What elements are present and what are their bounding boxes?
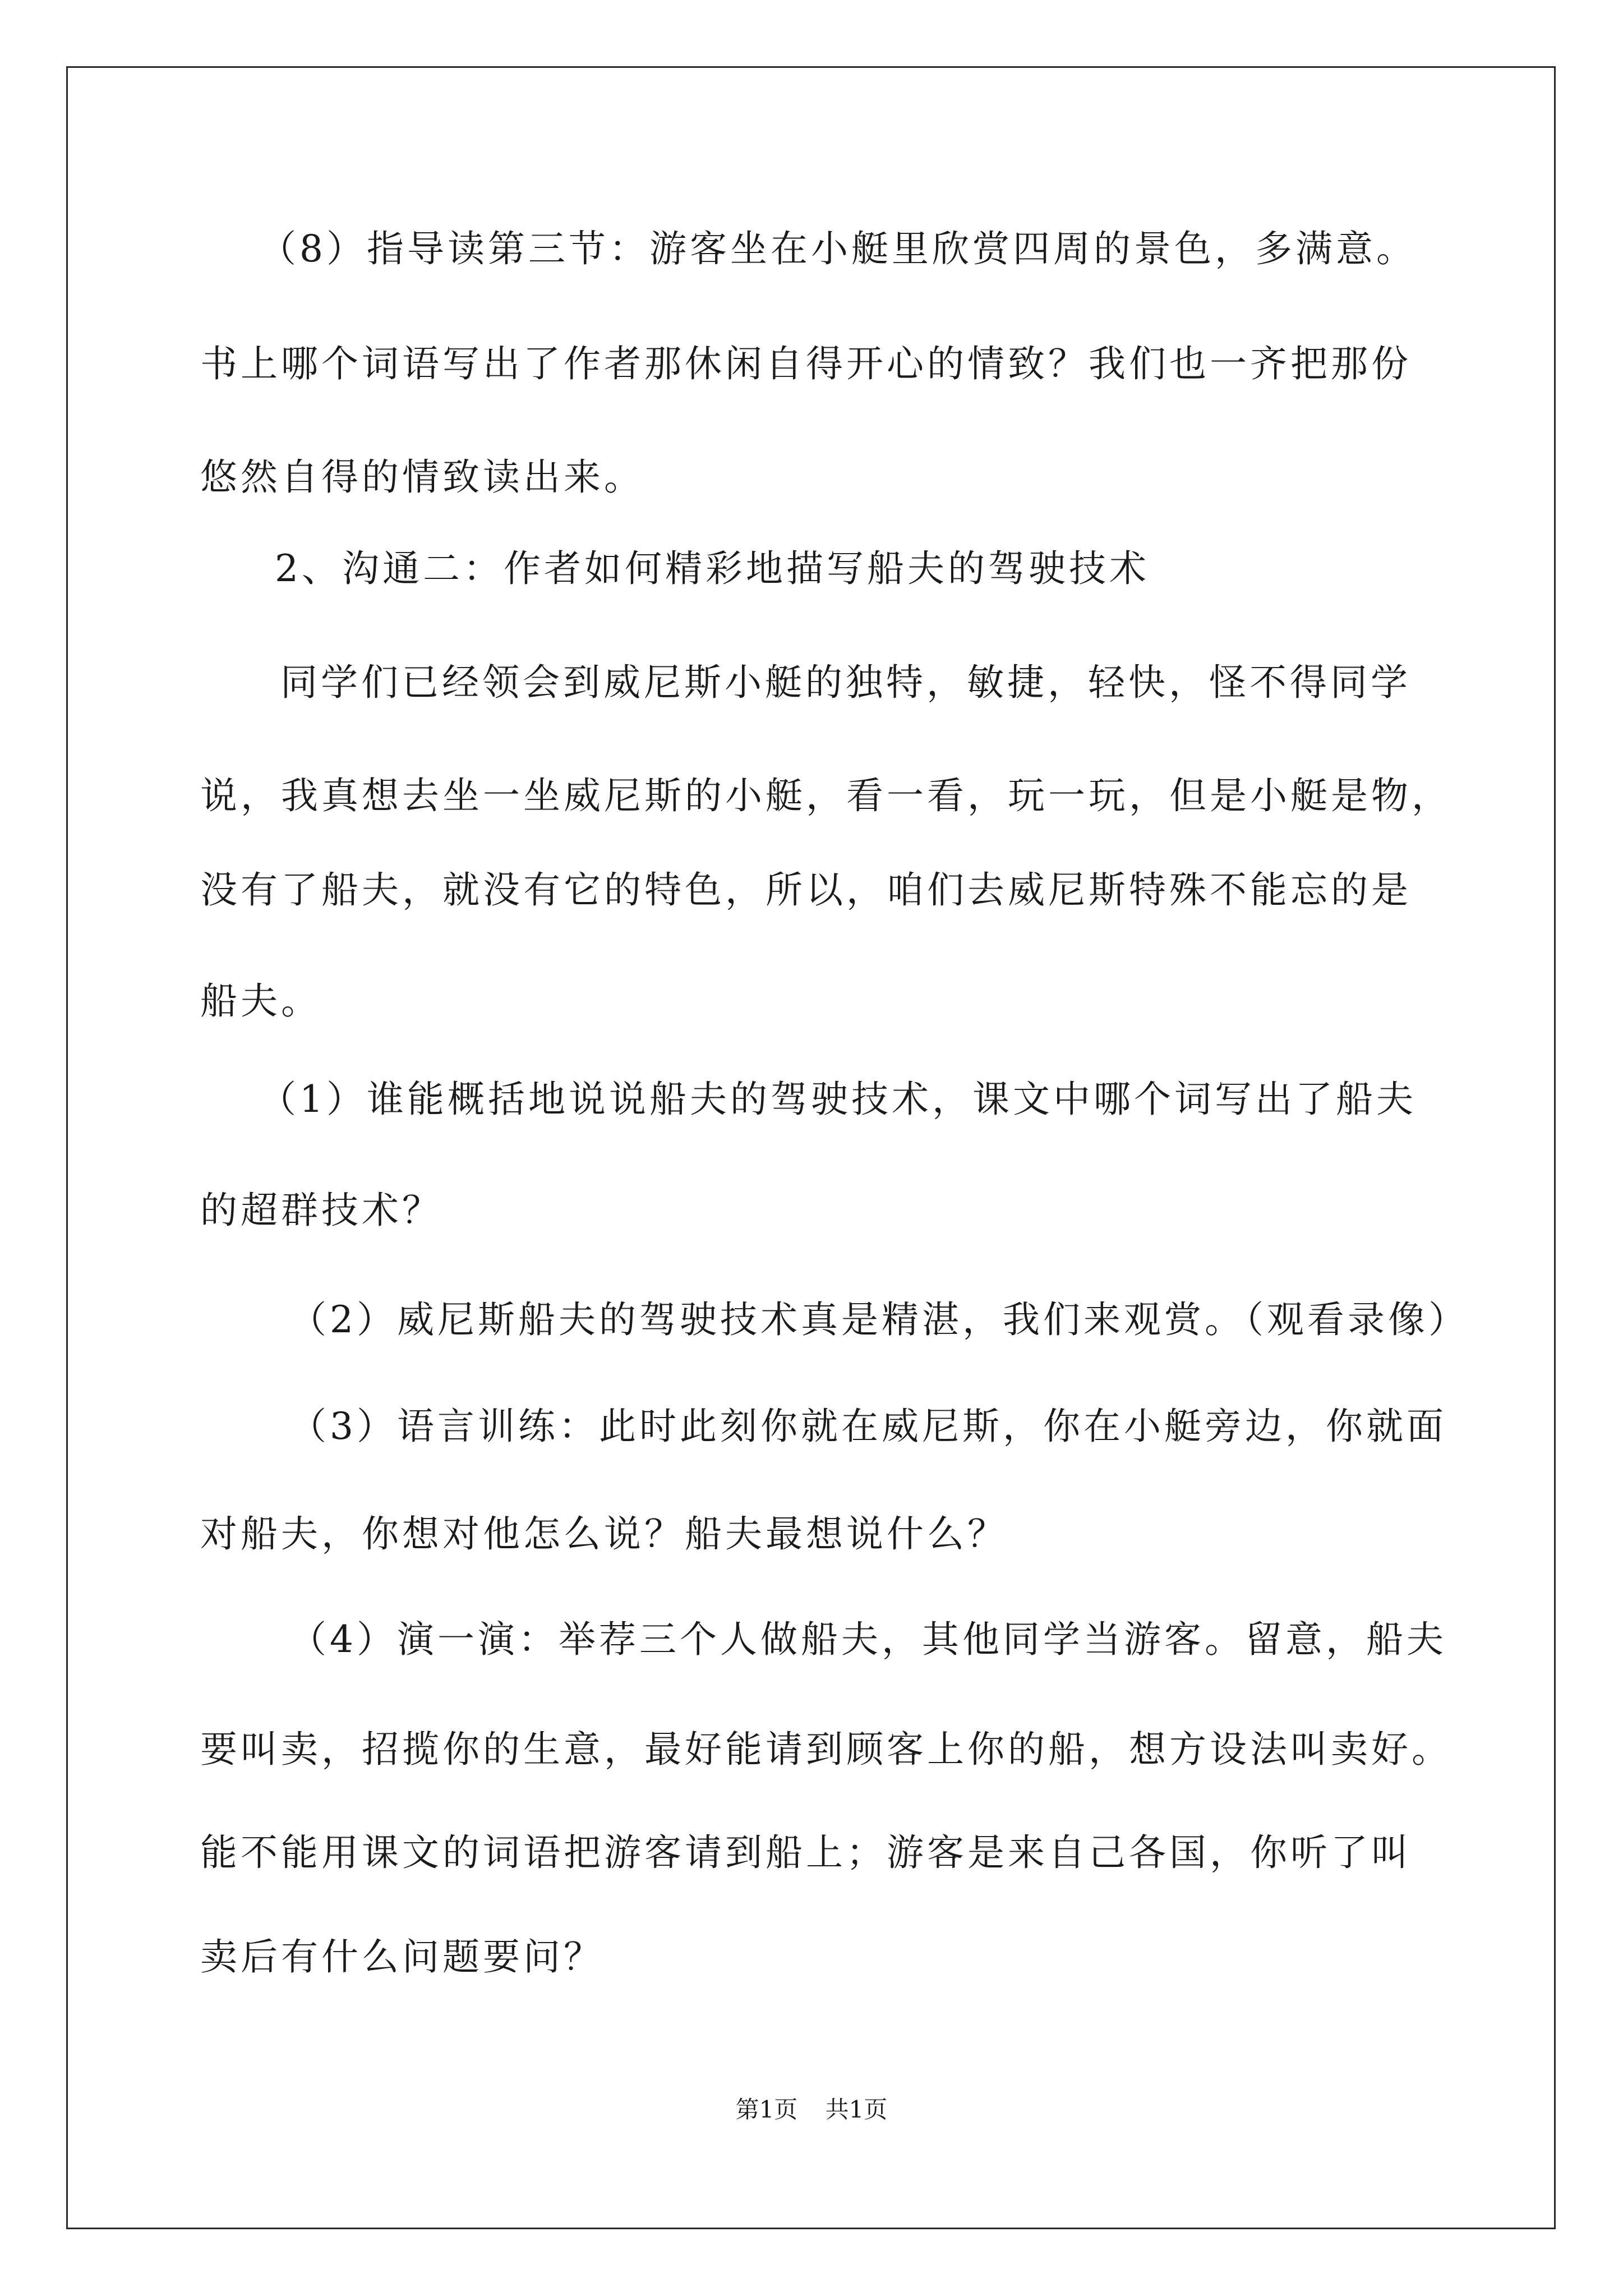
paragraph-line: （3）语言训练：此时此刻你就在威尼斯，你在小艇旁边，你就面: [289, 1405, 1447, 1448]
paragraph-line: （1）谁能概括地说说船夫的驾驶技术，课文中哪个词写出了船夫: [259, 1078, 1417, 1121]
paragraph-line: 船夫。: [200, 979, 321, 1023]
paragraph-line: 要叫卖，招揽你的生意，最好能请到顾客上你的船，想方设法叫卖好。: [200, 1728, 1452, 1771]
paragraph-line: 说，我真想去坐一坐威尼斯的小艇，看一看，玩一玩，但是小艇是物，: [200, 774, 1452, 817]
page-number: 第1页: [735, 2096, 798, 2123]
paragraph-line: 的超群技术？: [200, 1189, 442, 1232]
paragraph-line: 对船夫，你想对他怎么说？船夫最想说什么？: [200, 1512, 1008, 1556]
paragraph-line: 书上哪个词语写出了作者那休闲自得开心的情致？我们也一齐把那份: [200, 342, 1412, 385]
page-border: [66, 66, 1556, 2229]
paragraph-line: （8）指导读第三节：游客坐在小艇里欣赏四周的景色，多满意。: [259, 227, 1417, 270]
page-total: 共1页: [825, 2096, 888, 2123]
paragraph-line: 同学们已经领会到威尼斯小艇的独特，敏捷，轻快，怪不得同学: [280, 661, 1411, 704]
paragraph-line: 没有了船夫，就没有它的特色，所以，咱们去威尼斯特殊不能忘的是: [200, 868, 1412, 912]
section-heading: 2、沟通二：作者如何精彩地描写船夫的驾驶技术: [275, 547, 1150, 590]
paragraph-line: 能不能用课文的词语把游客请到船上；游客是来自己各国，你听了叫: [200, 1831, 1412, 1874]
page-footer: [0, 2096, 1623, 2124]
paragraph-line: （2）威尼斯船夫的驾驶技术真是精湛，我们来观赏。（观看录像）: [289, 1298, 1469, 1341]
paragraph-line: （4）演一演：举荐三个人做船夫，其他同学当游客。留意，船夫: [289, 1618, 1447, 1661]
paragraph-line: 悠然自得的情致读出来。: [200, 455, 644, 499]
paragraph-line: 卖后有什么问题要问？: [200, 1935, 604, 1978]
